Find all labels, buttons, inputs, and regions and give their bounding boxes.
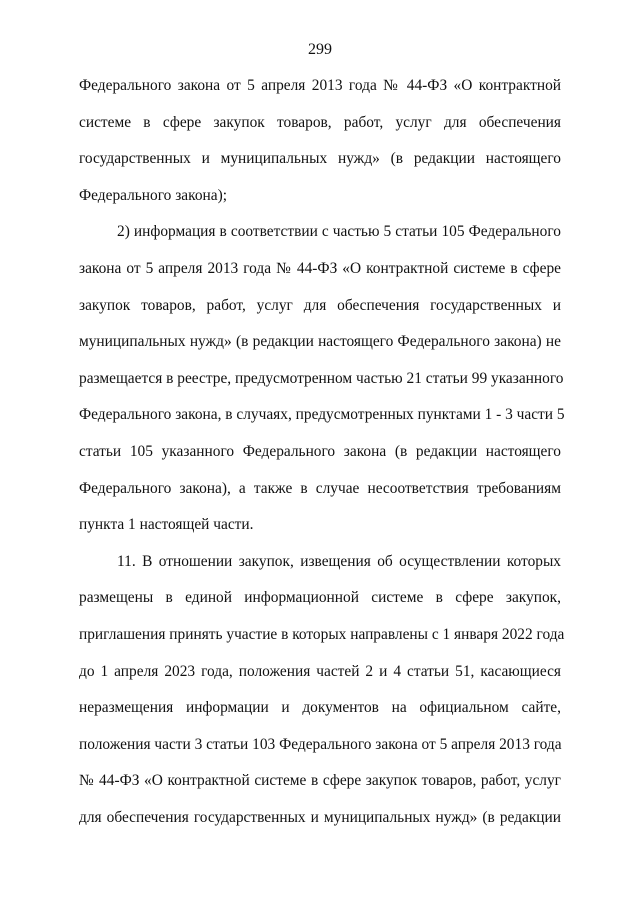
text-line: закона от 5 апреля 2013 года № 44-ФЗ «О контрактной системе в сфере [79,259,561,277]
paragraph-11 [79,544,565,837]
text-line: системе в сфере закупок товаров, работ, услуг для обеспечения [79,113,561,131]
text-line: № 44-ФЗ «О контрактной системе в сфере закупок товаров, работ, услуг [79,772,561,790]
text-line: положения части 3 статьи 103 Федерального закона от 5 апреля 2013 года [79,735,562,753]
paragraph-continuation [79,68,561,214]
text-line: пункта 1 настоящей части. [79,516,254,534]
text-line: Федерального закона, в случаях, предусмотренных пунктами 1 - 3 части 5 [79,406,565,424]
text-line: неразмещения информации и документов на официальном сайте, [79,699,561,717]
page-number: 299 [308,41,332,58]
text-line: 2) информация в соответствии с частью 5 статьи 105 Федерального [117,223,561,241]
text-line: для обеспечения государственных и муниципальных нужд» (в редакции [79,808,561,826]
text-line: статьи 105 указанного Федерального закона (в редакции настоящего [79,442,561,460]
document-body [79,68,565,836]
text-line: размещается в реестре, предусмотренном частью 21 статьи 99 указанного [79,369,564,387]
text-line: государственных и муниципальных нужд» (в редакции настоящего [79,150,561,168]
text-line: Федерального закона); [79,186,227,204]
text-line: 11. В отношении закупок, извещения об осуществлении которых [117,552,561,570]
text-line: размещены в единой информационной системе в сфере закупок, [79,589,561,607]
text-line: до 1 апреля 2023 года, положения частей 2 и 4 статьи 51, касающиеся [79,662,561,680]
text-line: муниципальных нужд» (в редакции настоящего Федерального закона) не [79,333,561,351]
paragraph-item-2 [79,214,565,543]
text-line: Федерального закона), а также в случае несоответствия требованиям [79,479,561,497]
text-line: приглашения принять участие в которых направлены с 1 января 2022 года [79,625,565,643]
text-line: Федерального закона от 5 апреля 2013 года № 44-ФЗ «О контрактной [79,77,561,94]
text-line: закупок товаров, работ, услуг для обеспечения государственных и [79,296,561,314]
